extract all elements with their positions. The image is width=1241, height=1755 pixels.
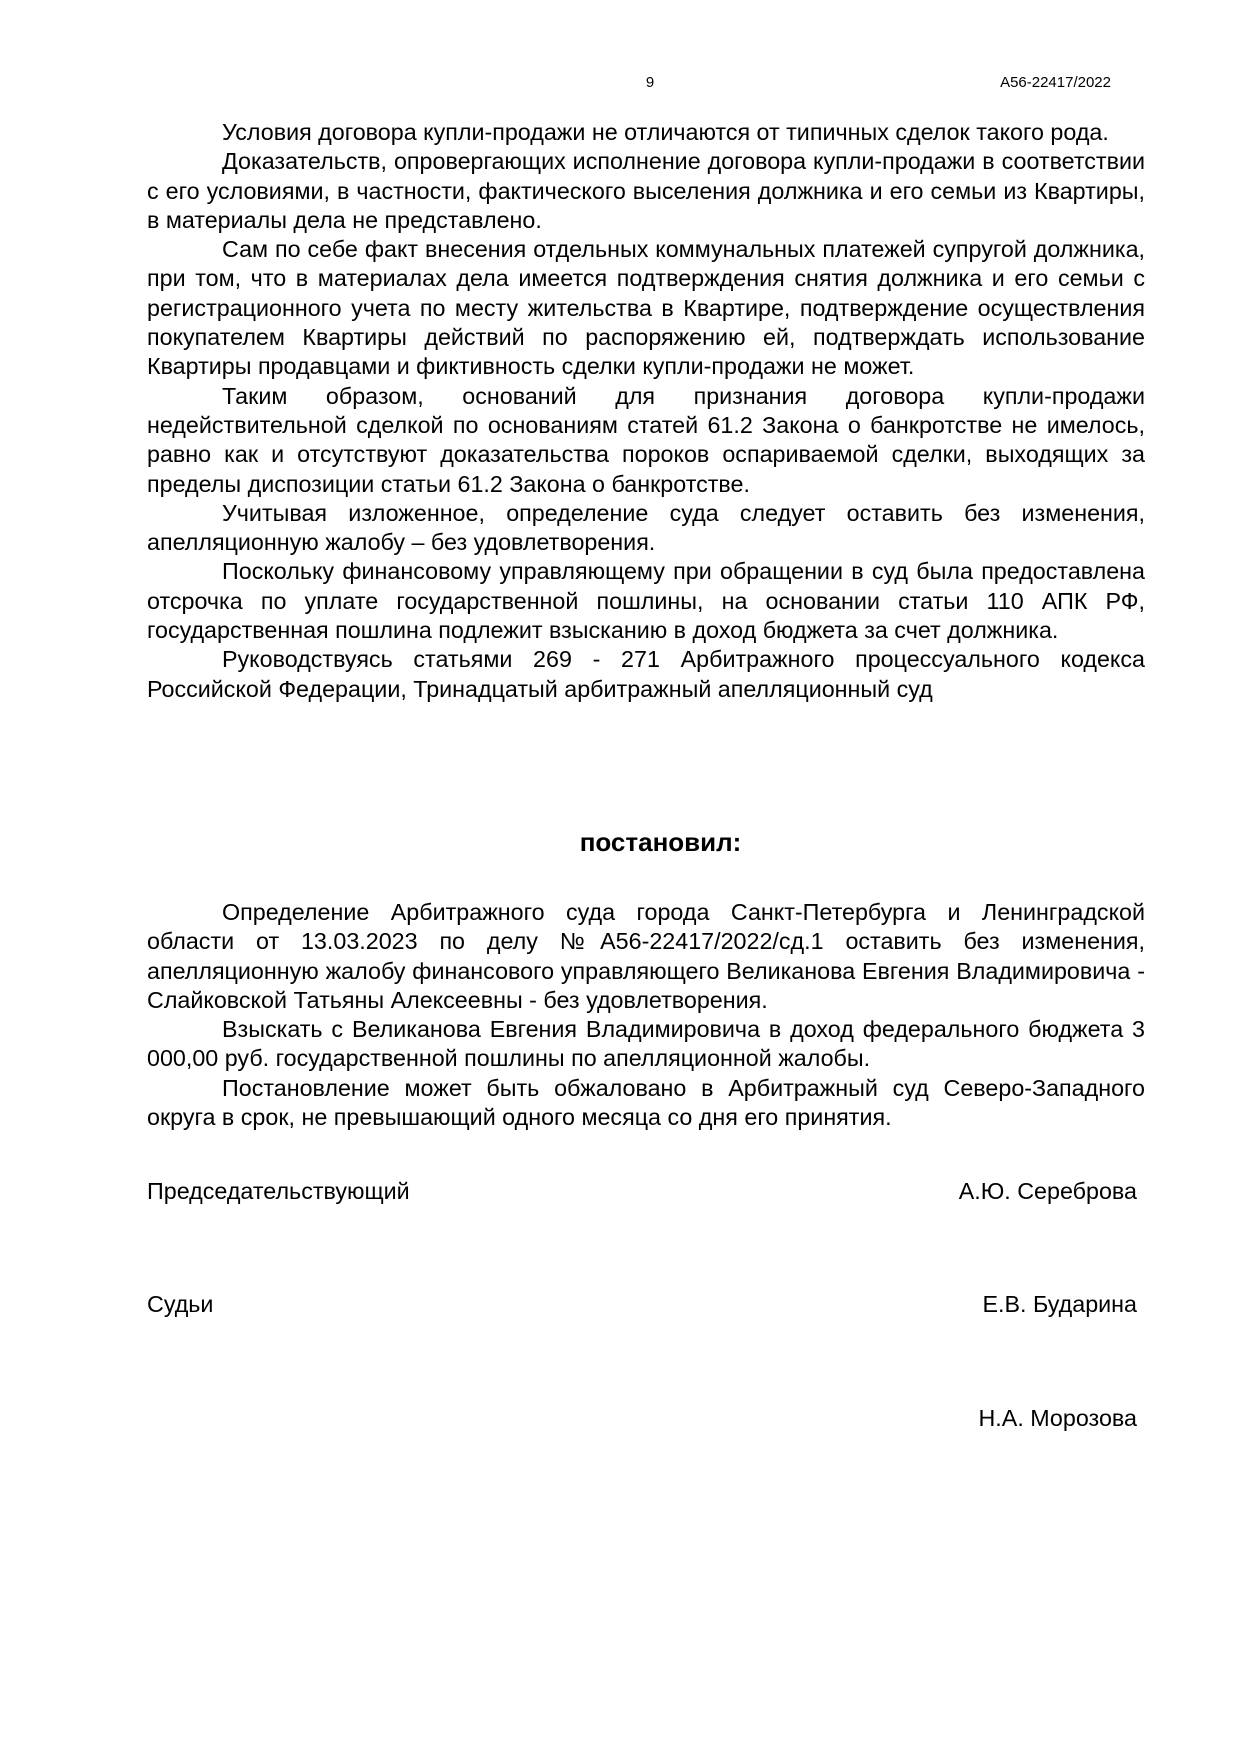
ruling-heading: постановил: bbox=[579, 827, 742, 857]
ruling-paragraph: Определение Арбитражного суда города Санкт-Петербурга и Ленинградской области от 13.03.2023 по делу №А56-22417/2022/сд.1 оставить без изменения, апелляционную жалобу финансового управляющего Великанова Евгения Владимировича - Слайковской Татьяны Алексеевны - без удовлетворения. bbox=[147, 899, 1145, 1013]
ruling-paragraph: Постановление может быть обжаловано в Арбитражный суд Северо-Западного округа в срок, не превышающий одного месяца со дня его принятия. bbox=[147, 1074, 1145, 1131]
paragraph: Поскольку финансовому управляющему при обращении в суд была предоставлена отсрочка по уплате государственной пошлины, на основании статьи 110 АПК РФ, государственная пошлина подлежит взысканию в доход бюджета за счет должника. bbox=[147, 558, 1145, 644]
case-number: А56-22417/2022 bbox=[1000, 74, 1111, 91]
page-number: 9 bbox=[645, 74, 655, 91]
paragraph: Условия договора купли-продажи не отличаются от типичных сделок такого рода. bbox=[222, 119, 1109, 145]
paragraph: Учитывая изложенное, определение суда следует оставить без изменения, апелляционную жалобу – без удовлетворения. bbox=[147, 499, 1145, 556]
paragraph: Таким образом, оснований для признания договора купли-продажи недействительной сделкой по основаниям статей 61.2 Закона о банкротстве не имелось, равно как и отсутствуют доказательства пороков оспариваемой сделки, выходящих за пределы диспозиции статьи 61.2 Закона о банкротстве. bbox=[147, 382, 1145, 497]
judge-name: Н.А. Морозова bbox=[978, 1405, 1137, 1431]
paragraph: Сам по себе факт внесения отдельных коммунальных платежей супругой должника, при том, что в материалах дела имеется подтверждения снятия должника и его семьи с регистрационного учета по месту жительства в Квартире, подтверждение осуществления покупателем Квартиры действий по распоряжению ей, подтверждать использование Квартиры продавцами и фиктивность сделки купли-продажи не может. bbox=[147, 236, 1145, 380]
paragraph: Доказательств, опровергающих исполнение договора купли-продажи в соответствии с его условиями, в частности, фактического выселения должника и его семьи из Квартиры, в материалы дела не представлено. bbox=[147, 148, 1145, 233]
presiding-label: Председательствующий bbox=[147, 1178, 410, 1204]
judges-label: Судьи bbox=[147, 1291, 214, 1317]
paragraph: Руководствуясь статьями 269 - 271 Арбитражного процессуального кодекса Российской Федерации, Тринадцатый арбитражный апелляционный суд bbox=[147, 646, 1145, 702]
document-body bbox=[147, 118, 1145, 704]
judge-name: Е.В. Бударина bbox=[982, 1291, 1137, 1317]
ruling-body bbox=[147, 898, 1145, 1132]
ruling-paragraph: Взыскать с Великанова Евгения Владимировича в доход федерального бюджета 3 000,00 руб. государственной пошлины по апелляционной жалобы. bbox=[147, 1016, 1145, 1072]
presiding-name: А.Ю. Сереброва bbox=[958, 1178, 1137, 1204]
